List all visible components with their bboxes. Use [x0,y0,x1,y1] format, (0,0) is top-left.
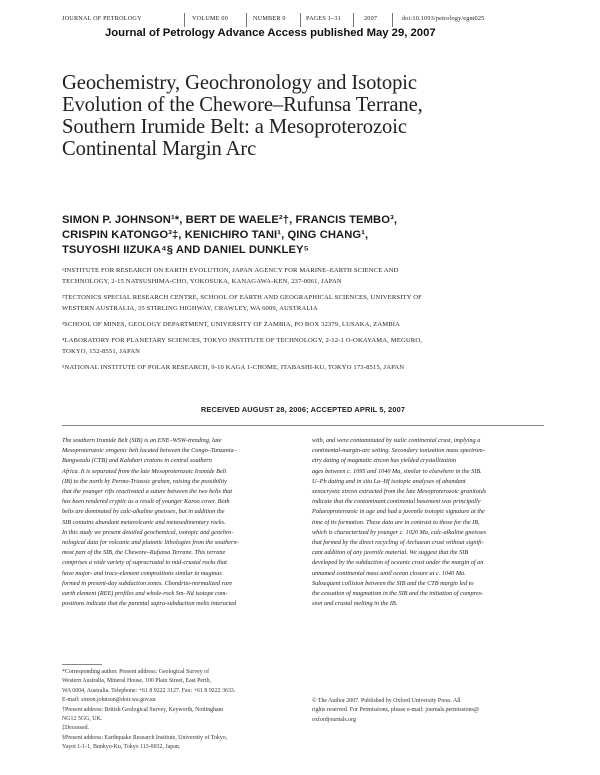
affiliation [62,336,546,357]
abstract-line: positions indicate that the parental supra-subduction melts interacted [62,600,237,608]
running-header [62,13,544,27]
author-list [62,213,542,258]
abstract-line: U–Pb dating and in situ Lu–Hf isotopic analyses of abundant [312,477,466,485]
abstract-left-column [62,436,294,609]
abstract-line: continental-margin-arc setting. Secondary ionization mass spectrom- [312,447,485,455]
abstract-line: time of its formation. These data are in contrast to those for the IB, [312,518,480,526]
author-line: SIMON P. JOHNSON¹*, BERT DE WAELE²†, FRANCIS TEMBO³, [62,214,398,226]
copyright-line: © The Author 2007. Published by Oxford University Press. All [312,698,461,704]
affiliation [62,320,546,331]
affiliation-line: ⁵NATIONAL INSTITUTE OF POLAR RESEARCH, 9-10 KAGA 1-CHOME, ITABASHI-KU, TOKYO 173-8515, JAPAN [62,364,405,371]
affiliation-line: TOKYO, 152-8551, JAPAN [62,347,141,355]
title-line: Geochemistry, Geochronology and Isotopic [62,72,417,94]
footnote-line: *Corresponding author. Present address: Geological Survey of [62,669,210,675]
footnote-line: Western Australia, Mineral House, 100 Plain Street, East Perth, [62,678,212,685]
footnote-line: NG12 5GG, UK. [62,716,103,723]
affiliation-line: ¹INSTITUTE FOR RESEARCH ON EARTH EVOLUTION, JAPAN AGENCY FOR MARINE–EARTH SCIENCE AND [62,267,399,274]
abstract-line: ages between c. 1095 and 1040 Ma, similar to elsewhere in the SIB. [312,467,482,475]
abstract-line: formed in present-day subduction zones. Chondrite-normalized rare [62,579,233,587]
footnote-line: ‡Deceased. [62,725,89,732]
abstract-line: Africa. It is separated from the late Mesoproterozoic Irumide Belt [62,467,227,475]
footnotes [62,668,294,753]
footnote-divider [62,664,102,665]
abstract-line: In this study we present detailed geochemical, isotopic and geochro- [62,528,234,536]
abstract-line: earth element (REE) profiles and whole-rock Sm–Nd isotope com- [62,590,228,598]
footnote-line: §Present address: Earthquake Research Institute, University of Tokyo, [62,734,228,741]
year-label: 2007 [364,15,378,22]
abstract-line: indicate that the contaminant continental basement was principally [312,498,481,506]
title-line: Continental Margin Arc [62,138,257,160]
abstract-line: unnamed continental mass until ocean closure at c. 1040 Ma. [312,569,466,577]
section-divider [62,425,544,426]
abstract-line: Subsequent collision between the SIB and the CTB margin led to [312,579,474,587]
abstract-line: Bangweulu (CTB) and Kalahari cratons in central southern [62,457,212,465]
affiliation-line: WESTERN AUSTRALIA, 35 STIRLING HIGHWAY, CRAWLEY, WA 6009, AUSTRALIA [62,304,318,312]
abstract-line: have major- and trace-element compositions similar to magmas [62,569,222,577]
header-divider [353,13,354,27]
abstract-line: Palaeoproterozoic in age and had a juvenile isotopic signature at the [312,508,485,516]
footnote-line: WA 6004, Australia. Telephone: +61 8 9222 3127. Fax: +61 8 9222 3633. [62,687,236,694]
abstract-line: The southern Irumide Belt (SIB) is an ENE–WSW-trending, late [62,437,222,444]
footnote-line: †Present address: British Geological Survey, Keyworth, Nottingham [62,706,224,713]
author-line: TSUYOSHI IIZUKA⁴§ AND DANIEL DUNKLEY⁵ [62,244,309,256]
doi-label: doi:10.1093/petrology/egm025 [402,15,485,22]
affiliation-line: ³SCHOOL OF MINES, GEOLOGY DEPARTMENT, UNIVERSITY OF ZAMBIA, PO BOX 32379, LUSAKA, ZAMBIA [62,321,401,328]
abstract-right-column [312,436,544,609]
title-line: Southern Irumide Belt: a Mesoproterozoic [62,116,407,138]
abstract-line: with, and were contaminated by sialic continental crust, implying a [312,437,481,444]
header-divider [392,13,393,27]
affiliation [62,266,546,287]
affiliation-line: ²TECTONICS SPECIAL RESEARCH CENTRE, SCHOOL OF EARTH AND GEOGRAPHICAL SCIENCES, UNIVERSITY OF [62,294,422,301]
abstract-line: has been rendered cryptic as a result of younger Karoo cover. Both [62,498,230,506]
abstract-line: which is characterized by younger c. 1020 Ma, calc-alkaline gneisses [312,528,487,536]
header-divider [184,13,185,27]
advance-access-banner: Journal of Petrology Advance Access published May 29, 2007 [105,27,436,39]
volume-label: VOLUME 00 [192,15,229,22]
abstract-line: comprises a wide variety of supracrustal to mid-crustal rocks that [62,559,227,567]
header-divider [300,13,301,27]
pages-label: PAGES 1–31 [306,15,341,22]
affiliation-line: TECHNOLOGY, 2-15 NATSUSHIMA-CHO, YOKOSUKA, KANAGAWA-KEN, 237-0061, JAPAN [62,277,342,285]
abstract-line: that the younger rifts reactivated a suture between the two belts that [62,488,233,496]
abstract-line: developed by the subduction of oceanic crust under the margin of an [312,559,484,567]
abstract-line: (IB) to the north by Permo-Triassic graben, raising the possibility [62,477,227,485]
title-line: Evolution of the Chewore–Rufunsa Terrane, [62,94,423,116]
author-line: CRISPIN KATONGO³‡, KENICHIRO TANI¹, QING CHANG¹, [62,229,369,241]
footnote-line: Yayoi 1-1-1, Bunkyo-Ku, Tokyo 113-0032, Japan. [62,744,181,751]
received-accepted-dates: RECEIVED AUGUST 28, 2006; ACCEPTED APRIL 5, 2007 [200,405,406,414]
affiliation-line: ⁴LABORATORY FOR PLANETARY SCIENCES, TOKYO INSTITUTE OF TECHNOLOGY, 2-12-1 O-OKAYAMA, MEGURO, [62,337,423,344]
journal-name: JOURNAL OF PETROLOGY [62,15,142,22]
abstract-line: sion and crustal melting in the IB. [312,600,398,608]
abstract-line: nological data for volcanic and plutonic lithologies from the southern- [62,539,239,547]
copyright-line: rights reserved. For Permissions, please e-mail: journals.permissions@ [312,707,480,714]
number-label: NUMBER 0 [253,15,286,22]
abstract-line: etry dating of magmatic zircon has yielded crystallization [312,457,457,465]
abstract-line: cant addition of any juvenile material. We suggest that the SIB [312,549,469,557]
footnote-line: E-mail: simon.johnson@doir.wa.gov.au [62,697,156,704]
copyright-line: oxfordjournals.org [312,716,356,723]
abstract-line: that formed by the direct recycling of Archaean crust without signifi- [312,539,484,547]
abstract-line: most part of the SIB, the Chewore–Rufunsa Terrane. This terrane [62,549,226,557]
affiliation [62,293,546,314]
header-divider [246,13,247,27]
copyright-notice [312,697,544,725]
abstract-line: Mesoproterozoic orogenic belt located between the Congo–Tanzania– [62,447,237,455]
abstract-line: belts are dominated by calc-alkaline gneisses, but in addition the [62,508,225,516]
affiliation [62,363,546,374]
abstract-line: the cessation of magmatism in the SIB and the initiation of compres- [312,590,484,598]
abstract-line: SIB contains abundant metavolcanic and metasedimentary rocks. [62,518,226,526]
article-title [62,72,542,160]
abstract-line: xenocrystic zircon extracted from the late Mesoproterozoic granitoids [312,488,487,496]
